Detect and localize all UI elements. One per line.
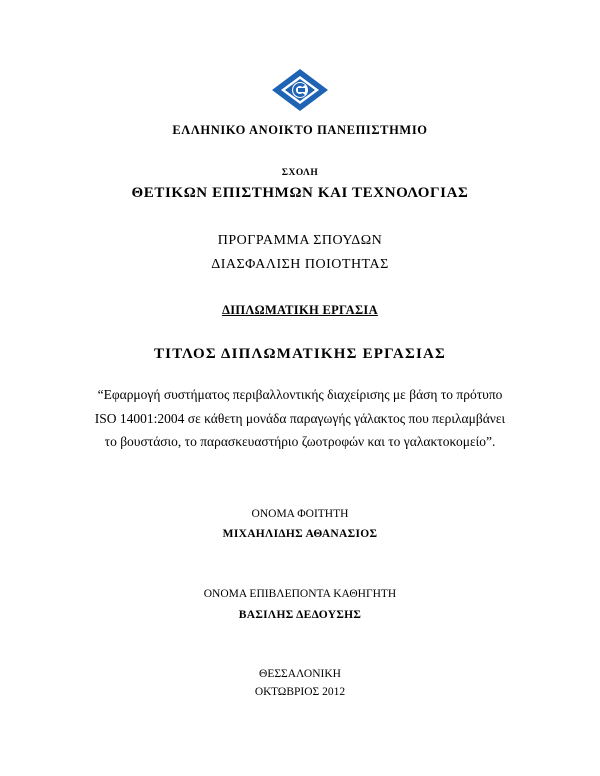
school-label: ΣΧΟΛΗ: [281, 168, 319, 178]
thesis-label: ΔΙΠΛΩΜΑΤΙΚΗ ΕΡΓΑΣΙΑ: [222, 303, 378, 317]
program-name: ΔΙΑΣΦΑΛΙΣΗ ΠΟΙΟΤΗΤΑΣ: [211, 257, 389, 272]
thesis-title-line: ISO 14001:2004 σε κάθετη μονάδα παραγωγής γάλακτος που περιλαμβάνει: [94, 410, 506, 426]
student-name: ΜΙΧΑΗΛΙΔΗΣ ΑΘΑΝΑΣΙΟΣ: [222, 528, 378, 540]
date: ΟΚΤΩΒΡΙΟΣ 2012: [254, 686, 346, 698]
student-label: ΟΝΟΜΑ ΦΟΙΤΗΤΗ: [251, 508, 349, 520]
thesis-title-label: ΤΙΤΛΟΣ ΔΙΠΛΩΜΑΤΙΚΗΣ ΕΡΓΑΣΙΑΣ: [153, 346, 447, 362]
thesis-title-line: το βουστάσιο, το παρασκευαστήριο ζωοτροφών και το γαλακτοκομείο”.: [104, 434, 496, 449]
program-label: ΠΡΟΓΡΑΜΜΑ ΣΠΟΥΔΩΝ: [217, 233, 383, 248]
logo-shape: [272, 69, 328, 111]
place: ΘΕΣΣΑΛΟΝΙΚΗ: [259, 668, 341, 680]
supervisor-label: ΟΝΟΜΑ ΕΠΙΒΛΕΠΟΝΤΑ ΚΑΘΗΓΗΤΗ: [203, 588, 397, 600]
supervisor-name: ΒΑΣΙΛΗΣ ΔΕΔΟΥΣΗΣ: [238, 609, 362, 621]
thesis-title-line: “Εφαρμογή συστήματος περιβαλλοντικής διαχείρισης με βάση το πρότυπο: [97, 387, 503, 402]
university-name: ΕΛΛΗΝΙΚΟ ΑΝΟΙΚΤΟ ΠΑΝΕΠΙΣΤΗΜΙΟ: [172, 123, 428, 137]
university-logo-icon: [271, 68, 329, 112]
thesis-title: [0, 383, 600, 454]
school-name: ΘΕΤΙΚΩΝ ΕΠΙΣΤΗΜΩΝ ΚΑΙ ΤΕΧΝΟΛΟΓΙΑΣ: [131, 185, 469, 201]
